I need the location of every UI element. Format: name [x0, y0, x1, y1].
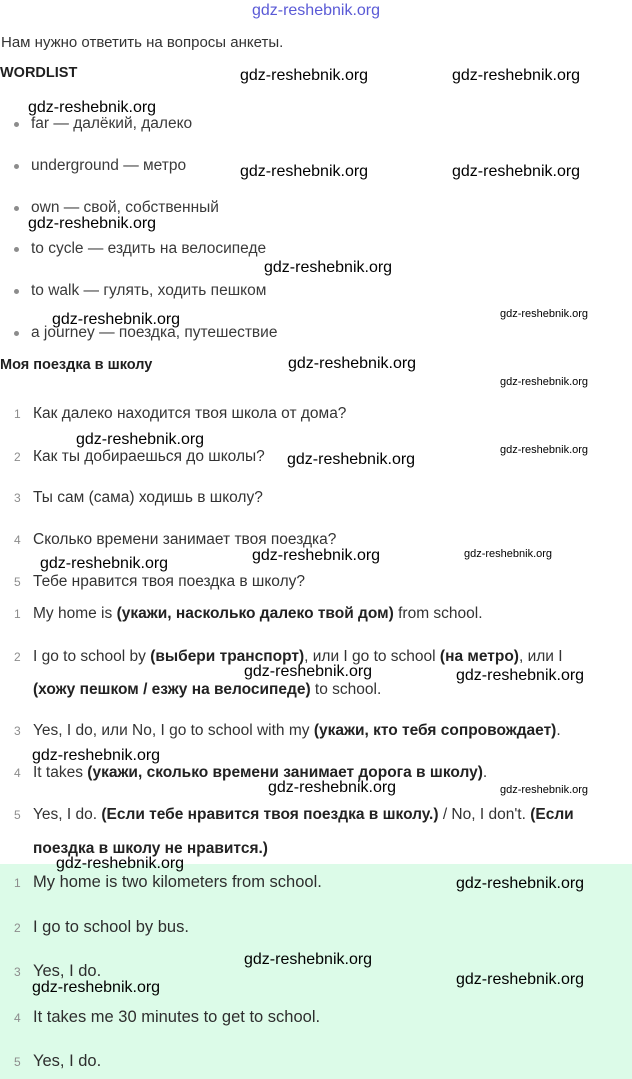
watermark: gdz-reshebnik.org: [32, 979, 161, 996]
template-row: 1 My home is (укажи, насколько далеко твой дом) from school.: [14, 605, 483, 622]
wordlist-item: far — далёкий, далеко: [14, 115, 192, 133]
watermark: gdz-reshebnik.org: [268, 779, 397, 796]
watermark: gdz-reshebnik.org: [288, 355, 417, 372]
watermark: gdz-reshebnik.org: [500, 376, 589, 388]
watermark: gdz-reshebnik.org: [52, 311, 181, 328]
watermark: gdz-reshebnik.org: [287, 451, 416, 468]
watermark: gdz-reshebnik.org: [500, 444, 589, 456]
watermark: gdz-reshebnik.org: [456, 875, 585, 892]
question-row: 2 Как ты добираешься до школы?: [14, 448, 265, 465]
watermark: gdz-reshebnik.org: [244, 663, 373, 680]
template-row-continuation: поездка в школу не нравится.): [33, 840, 268, 857]
watermark: gdz-reshebnik.org: [240, 163, 369, 180]
question-row: 5 Тебе нравится твоя поездка в школу?: [14, 573, 305, 590]
question-row: 3 Ты сам (сама) ходишь в школу?: [14, 489, 263, 506]
bullet-icon: [14, 164, 19, 169]
bullet-icon: [14, 331, 19, 336]
template-row: 4 It takes (укажи, сколько времени занимает дорога в школу).: [14, 764, 488, 781]
intro-text: Нам нужно ответить на вопросы анкеты.: [1, 34, 284, 51]
wordlist-item: to cycle — ездить на велосипеде: [14, 240, 266, 258]
wordlist-item: to walk — гулять, ходить пешком: [14, 282, 266, 300]
watermark: gdz-reshebnik.org: [500, 308, 589, 320]
wordlist-heading: WORDLIST: [0, 65, 78, 81]
bullet-icon: [14, 247, 19, 252]
watermark: gdz-reshebnik.org: [76, 431, 205, 448]
watermark: gdz-reshebnik.org: [28, 215, 157, 232]
template-row: 3 Yes, I do, или No, I go to school with my (укажи, кто тебя сопровождает).: [14, 722, 561, 739]
wordlist-item: underground — метро: [14, 157, 186, 175]
bullet-icon: [14, 122, 19, 127]
site-title[interactable]: gdz-reshebnik.org: [251, 2, 381, 19]
watermark: gdz-reshebnik.org: [464, 548, 553, 560]
watermark: gdz-reshebnik.org: [500, 784, 589, 796]
answer-row: 1 My home is two kilometers from school.: [14, 873, 322, 891]
bullet-icon: [14, 289, 19, 294]
answer-row: 2 I go to school by bus.: [14, 918, 189, 936]
watermark: gdz-reshebnik.org: [40, 555, 169, 572]
watermark: gdz-reshebnik.org: [56, 855, 185, 872]
answer-row: 5 Yes, I do.: [14, 1052, 102, 1070]
template-row: 5 Yes, I do. (Если тебе нравится твоя поездка в школу.) / No, I don't. (Если: [14, 806, 574, 823]
bullet-icon: [14, 206, 19, 211]
question-row: 1 Как далеко находится твоя школа от дома?: [14, 405, 347, 422]
watermark: gdz-reshebnik.org: [240, 67, 369, 84]
watermark: gdz-reshebnik.org: [264, 259, 393, 276]
watermark: gdz-reshebnik.org: [252, 547, 381, 564]
watermark: gdz-reshebnik.org: [456, 971, 585, 988]
watermark: gdz-reshebnik.org: [32, 747, 161, 764]
section-heading: Моя поездка в школу: [0, 357, 153, 373]
answer-row: 4 It takes me 30 minutes to get to school.: [14, 1008, 321, 1026]
template-row-continuation: (хожу пешком / езжу на велосипеде) to school.: [33, 681, 382, 698]
watermark: gdz-reshebnik.org: [452, 67, 581, 84]
watermark: gdz-reshebnik.org: [456, 667, 585, 684]
wordlist-item: a journey — поездка, путешествие: [14, 324, 277, 342]
template-row: 2 I go to school by (выбери транспорт), или I go to school (на метро), или I: [14, 648, 563, 665]
watermark: gdz-reshebnik.org: [244, 951, 373, 968]
wordlist-item: own — свой, собственный: [14, 199, 219, 217]
watermark: gdz-reshebnik.org: [28, 99, 157, 116]
question-row: 4 Сколько времени занимает твоя поездка?: [14, 531, 337, 548]
answer-row: 3 Yes, I do.: [14, 962, 102, 980]
watermark: gdz-reshebnik.org: [452, 163, 581, 180]
